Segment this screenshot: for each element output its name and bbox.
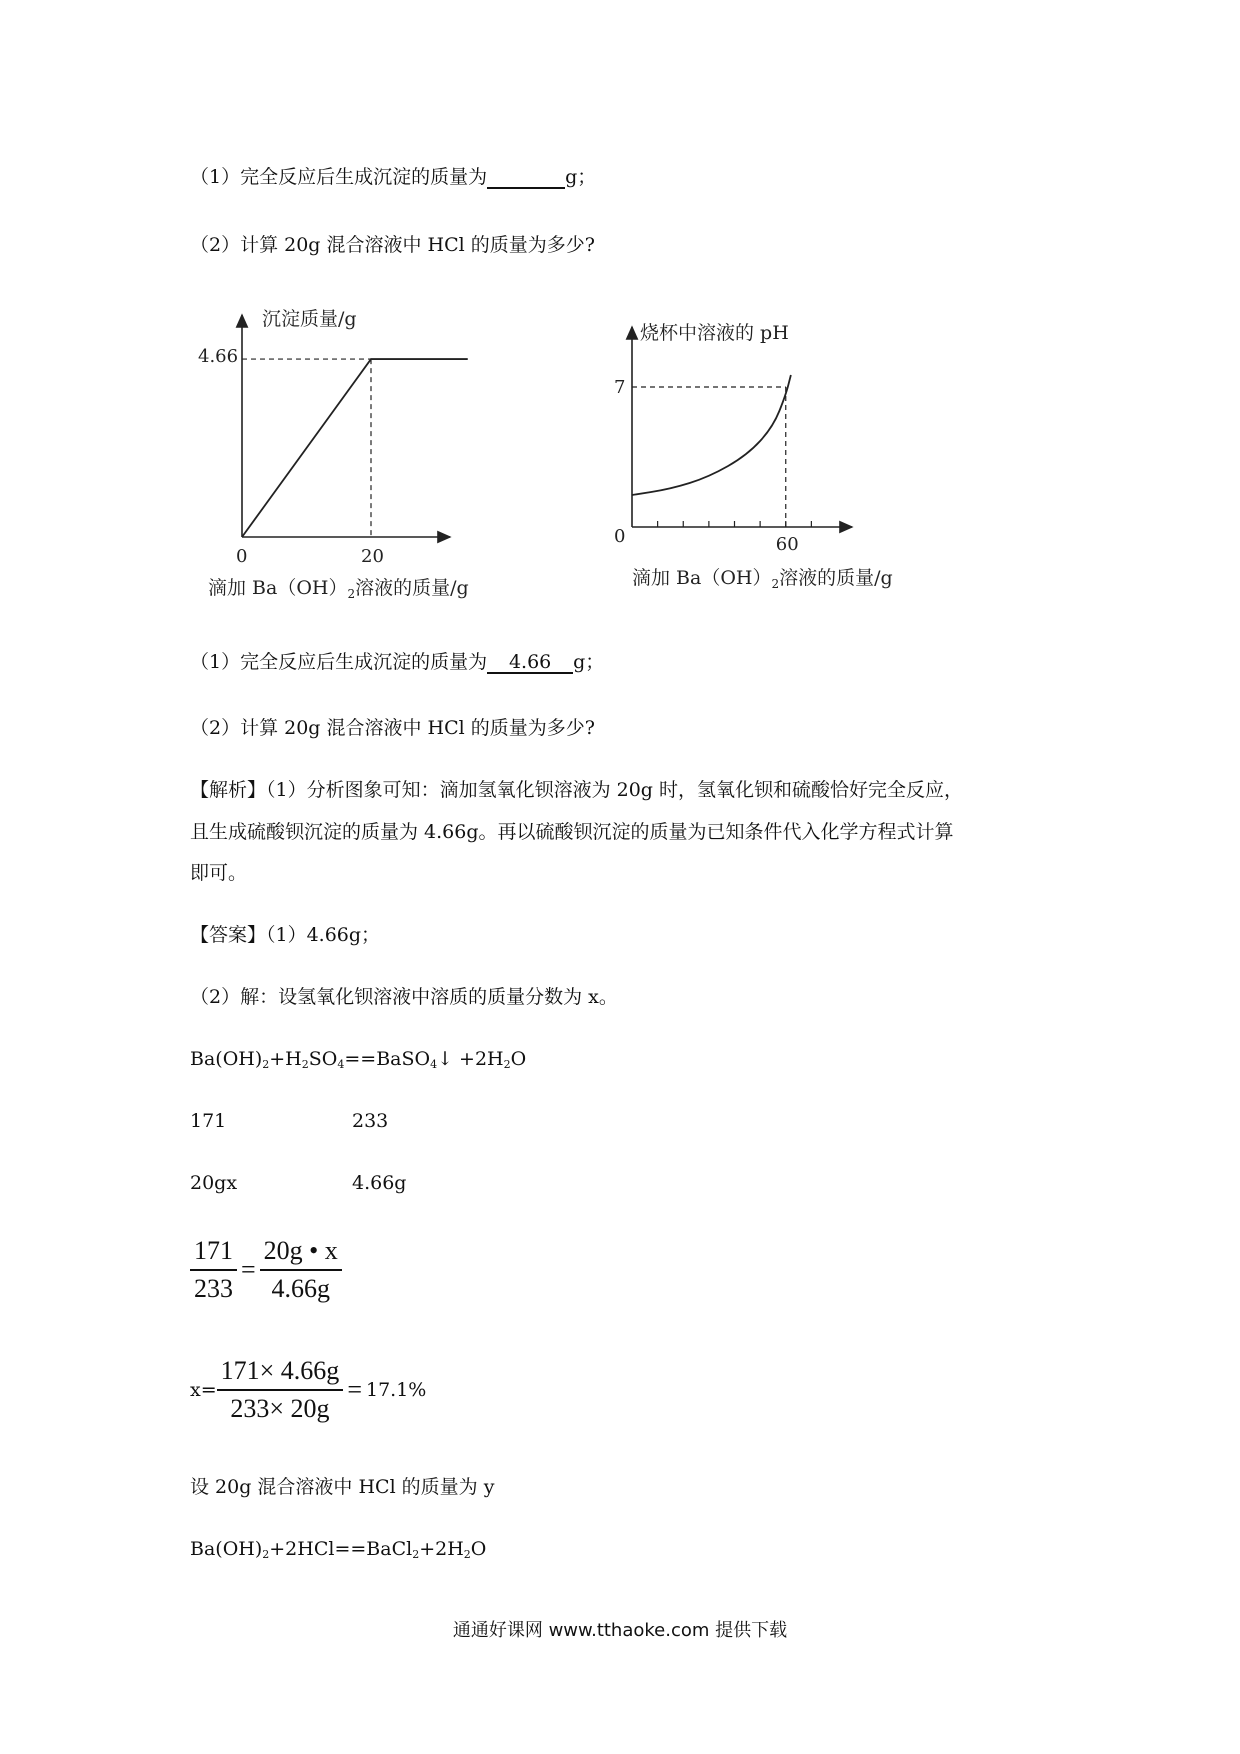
analysis-line-3: 即可。 xyxy=(190,862,248,884)
reaction-equation-2: $Ba(OH)_2+2HCl==BaCl_2+2H_2O$ xyxy=(190,1538,487,1561)
origin-label: 0 xyxy=(614,526,626,547)
y-axis-title: 烧杯中溶液的 pH xyxy=(640,322,789,344)
fraction-right: $\frac{20g • x}{4.66g}$ xyxy=(260,1236,342,1304)
proportion-equation: $\frac{171}{233}$ = $\frac{20g • x}{4.66g}$ xyxy=(190,1236,342,1304)
footer: 通通好课网 www.tthaoke.com 提供下载 xyxy=(452,1620,788,1641)
x-tick-label: 60 xyxy=(775,534,799,555)
answer-1-text: （1）完全反应后生成沉淀的质量为 xyxy=(190,651,488,673)
answer-1-value: 4.66 xyxy=(487,653,573,674)
fraction-left: $\frac{171}{233}$ xyxy=(190,1236,237,1304)
precipitate-mass-chart xyxy=(190,305,510,605)
ph-curve xyxy=(632,375,791,495)
analysis-line-2: 且生成硫酸钡沉淀的质量为 4.66g。再以硫酸钡沉淀的质量为已知条件代入化学方程式计算 xyxy=(190,821,954,843)
question-2: （2）计算 20g 混合溶液中 HCl 的质量为多少? xyxy=(190,234,595,256)
answer-blank xyxy=(487,168,565,189)
answer-1-unit: g； xyxy=(573,651,605,673)
y-tick-label: 4.66 xyxy=(198,346,239,368)
answer-label-line: 【答案】（1）4.66g； xyxy=(190,924,381,946)
reaction-equation-1: $Ba(OH)_2+H_2SO_4==BaSO_4↓ +2H_2O$ xyxy=(190,1048,527,1071)
x-tick-label: 20 xyxy=(361,546,384,567)
result-equation: x= $\frac{171\times 4.66g}{233\times 20g}$ = 17.1% xyxy=(190,1356,427,1423)
result-value: 17.1% xyxy=(365,1379,427,1401)
mass-row: 20gx 4.66g xyxy=(190,1172,407,1194)
question-1 xyxy=(190,168,596,189)
solution-setup: （2）解：设氢氧化钡溶液中溶质的质量分数为 x。 xyxy=(190,986,618,1008)
precipitate-line xyxy=(242,359,468,537)
hcl-setup: 设 20g 混合溶液中 HCl 的质量为 y xyxy=(190,1476,495,1498)
x-axis-title: 滴加 $Ba(OH)_2$溶液的质量/g xyxy=(208,577,469,601)
question-1-unit: g； xyxy=(565,166,597,188)
origin-label: 0 xyxy=(236,546,248,567)
answer-1 xyxy=(190,653,604,674)
answer-2: （2）计算 20g 混合溶液中 HCl 的质量为多少? xyxy=(190,717,595,739)
result-fraction: $\frac{171\times 4.66g}{233\times 20g}$ xyxy=(217,1356,344,1424)
x-axis-title: 滴加 $Ba(OH)_2$溶液的质量/g xyxy=(632,567,893,591)
y-axis-title: 沉淀质量/g xyxy=(262,308,357,330)
molar-mass-row: 171 233 xyxy=(190,1110,389,1132)
analysis-line-1: 【解析】（1）分析图象可知：滴加氢氧化钡溶液为 20g 时，氢氧化钡和硫酸恰好完全反应， xyxy=(190,779,964,801)
y-tick-label: 7 xyxy=(614,377,626,398)
question-1-text: （1）完全反应后生成沉淀的质量为 xyxy=(190,166,488,188)
ph-chart xyxy=(580,315,940,605)
